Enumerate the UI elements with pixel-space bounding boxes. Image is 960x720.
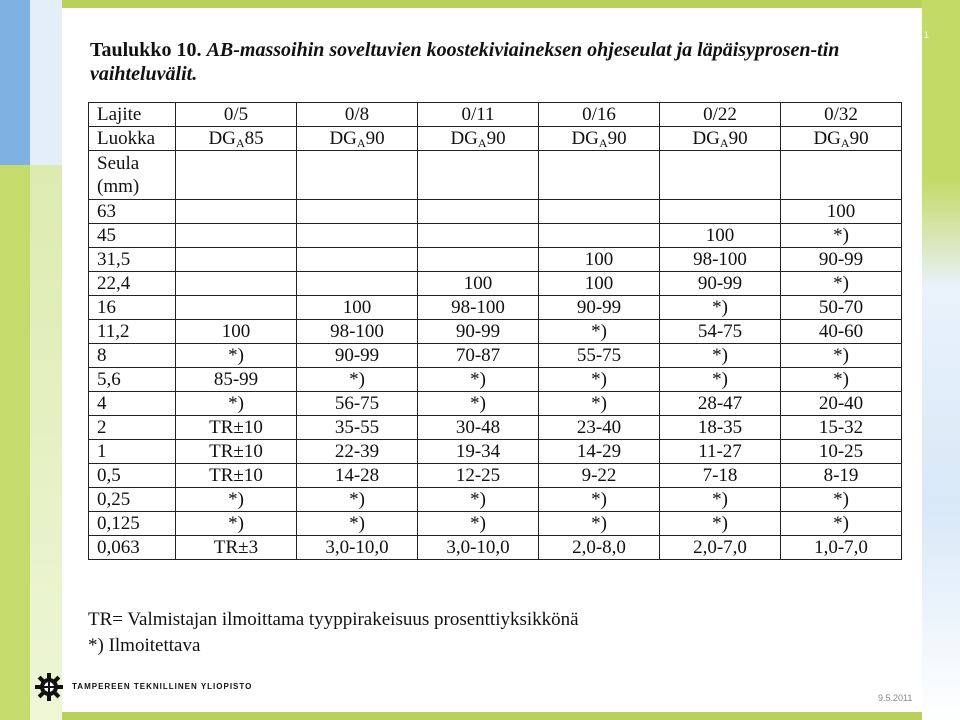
luokka-subscript: A bbox=[477, 136, 487, 150]
passing-range-cell: 98-100 bbox=[660, 248, 781, 272]
luokka-subscript: A bbox=[719, 136, 729, 150]
slide-date: 9.5.2011 bbox=[878, 693, 913, 703]
passing-range-cell: 100 bbox=[539, 272, 660, 296]
passing-range-cell bbox=[539, 200, 660, 224]
passing-range-cell: *) bbox=[781, 224, 902, 248]
table-row bbox=[89, 272, 902, 296]
passing-range-cell: *) bbox=[781, 368, 902, 392]
empty-cell bbox=[539, 151, 660, 200]
luokka-cell bbox=[176, 127, 297, 151]
table-row bbox=[89, 368, 902, 392]
empty-cell bbox=[781, 151, 902, 200]
sieve-size-cell: 1 bbox=[89, 440, 176, 464]
passing-range-cell bbox=[539, 224, 660, 248]
passing-range-cell: *) bbox=[297, 488, 418, 512]
passing-range-cell: 35-55 bbox=[297, 416, 418, 440]
sieve-table bbox=[88, 102, 902, 560]
sieve-size-cell: 16 bbox=[89, 296, 176, 320]
lajite-cell: 0/16 bbox=[539, 103, 660, 127]
passing-range-cell: 2,0-7,0 bbox=[660, 536, 781, 560]
passing-range-cell: 85-99 bbox=[176, 368, 297, 392]
table-row bbox=[89, 392, 902, 416]
passing-range-cell: TR±10 bbox=[176, 440, 297, 464]
table-row bbox=[89, 344, 902, 368]
passing-range-cell: TR±10 bbox=[176, 464, 297, 488]
passing-range-cell: 12-25 bbox=[418, 464, 539, 488]
passing-range-cell: *) bbox=[297, 512, 418, 536]
passing-range-cell: 3,0-10,0 bbox=[418, 536, 539, 560]
passing-range-cell: *) bbox=[781, 512, 902, 536]
sieve-size-cell: 5,6 bbox=[89, 368, 176, 392]
luokka-suffix: 90 bbox=[486, 128, 506, 149]
table-row-lajite bbox=[89, 103, 902, 127]
passing-range-cell: 70-87 bbox=[418, 344, 539, 368]
passing-range-cell: 11-27 bbox=[660, 440, 781, 464]
passing-range-cell: 100 bbox=[781, 200, 902, 224]
passing-range-cell: *) bbox=[176, 344, 297, 368]
passing-range-cell: 100 bbox=[539, 248, 660, 272]
passing-range-cell: 90-99 bbox=[297, 344, 418, 368]
passing-range-cell: *) bbox=[660, 368, 781, 392]
passing-range-cell: 98-100 bbox=[297, 320, 418, 344]
passing-range-cell bbox=[176, 248, 297, 272]
passing-range-cell: *) bbox=[176, 392, 297, 416]
passing-range-cell: *) bbox=[176, 488, 297, 512]
luokka-suffix: 90 bbox=[728, 128, 748, 149]
passing-range-cell: 10-25 bbox=[781, 440, 902, 464]
table-caption bbox=[90, 38, 900, 86]
table-row bbox=[89, 536, 902, 560]
passing-range-cell: 20-40 bbox=[781, 392, 902, 416]
luokka-cell bbox=[660, 127, 781, 151]
sieve-size-cell: 4 bbox=[89, 392, 176, 416]
passing-range-cell: *) bbox=[176, 512, 297, 536]
luokka-suffix: 90 bbox=[607, 128, 627, 149]
passing-range-cell: 28-47 bbox=[660, 392, 781, 416]
sieve-size-cell: 0,25 bbox=[89, 488, 176, 512]
passing-range-cell: 30-48 bbox=[418, 416, 539, 440]
luokka-prefix: DG bbox=[571, 128, 599, 149]
passing-range-cell: *) bbox=[418, 368, 539, 392]
luokka-suffix: 90 bbox=[365, 128, 385, 149]
passing-range-cell: *) bbox=[539, 320, 660, 344]
luokka-subscript: A bbox=[235, 136, 245, 150]
luokka-prefix: DG bbox=[208, 128, 236, 149]
passing-range-cell: *) bbox=[660, 344, 781, 368]
empty-cell bbox=[660, 151, 781, 200]
passing-range-cell: *) bbox=[418, 392, 539, 416]
passing-range-cell: 90-99 bbox=[781, 248, 902, 272]
passing-range-cell bbox=[297, 224, 418, 248]
slide-number: 1 bbox=[924, 30, 930, 40]
luokka-prefix: DG bbox=[692, 128, 720, 149]
passing-range-cell: 8-19 bbox=[781, 464, 902, 488]
table-row bbox=[89, 296, 902, 320]
empty-cell bbox=[176, 151, 297, 200]
passing-range-cell: *) bbox=[418, 512, 539, 536]
luokka-prefix: DG bbox=[813, 128, 841, 149]
passing-range-cell: 55-75 bbox=[539, 344, 660, 368]
luokka-subscript: A bbox=[356, 136, 366, 150]
passing-range-cell: 2,0-8,0 bbox=[539, 536, 660, 560]
passing-range-cell bbox=[297, 248, 418, 272]
passing-range-cell bbox=[176, 296, 297, 320]
passing-range-cell: 90-99 bbox=[418, 320, 539, 344]
passing-range-cell: *) bbox=[539, 512, 660, 536]
lajite-cell: 0/5 bbox=[176, 103, 297, 127]
passing-range-cell: 100 bbox=[418, 272, 539, 296]
slide-accent-light-left bbox=[30, 165, 62, 720]
table-row-luokka bbox=[89, 127, 902, 151]
table-row bbox=[89, 200, 902, 224]
luokka-cell bbox=[781, 127, 902, 151]
luokka-subscript: A bbox=[598, 136, 608, 150]
sieve-size-cell: 11,2 bbox=[89, 320, 176, 344]
passing-range-cell: 100 bbox=[660, 224, 781, 248]
university-name: TAMPEREEN TEKNILLINEN YLIOPISTO bbox=[72, 682, 253, 691]
passing-range-cell bbox=[176, 200, 297, 224]
passing-range-cell bbox=[297, 272, 418, 296]
passing-range-cell bbox=[418, 200, 539, 224]
passing-range-cell: *) bbox=[660, 296, 781, 320]
table-row bbox=[89, 488, 902, 512]
passing-range-cell bbox=[176, 272, 297, 296]
passing-range-cell: 3,0-10,0 bbox=[297, 536, 418, 560]
sieve-size-cell: 2 bbox=[89, 416, 176, 440]
lajite-cell: 0/22 bbox=[660, 103, 781, 127]
passing-range-cell: 56-75 bbox=[297, 392, 418, 416]
slide-accent-pale bbox=[30, 0, 62, 165]
sieve-size-cell: 0,063 bbox=[89, 536, 176, 560]
passing-range-cell: *) bbox=[418, 488, 539, 512]
passing-range-cell: 40-60 bbox=[781, 320, 902, 344]
row-header-luokka: Luokka bbox=[89, 127, 176, 151]
sieve-size-cell: 63 bbox=[89, 200, 176, 224]
sieve-size-cell: 45 bbox=[89, 224, 176, 248]
empty-cell bbox=[297, 151, 418, 200]
table-row bbox=[89, 512, 902, 536]
passing-range-cell: 7-18 bbox=[660, 464, 781, 488]
table-row bbox=[89, 464, 902, 488]
table-row bbox=[89, 416, 902, 440]
passing-range-cell: *) bbox=[781, 488, 902, 512]
passing-range-cell: 100 bbox=[297, 296, 418, 320]
luokka-prefix: DG bbox=[329, 128, 357, 149]
passing-range-cell bbox=[297, 200, 418, 224]
sieve-size-cell: 0,125 bbox=[89, 512, 176, 536]
slide-accent-green-left bbox=[0, 165, 30, 720]
passing-range-cell: 22-39 bbox=[297, 440, 418, 464]
passing-range-cell: *) bbox=[539, 488, 660, 512]
row-header-lajite: Lajite bbox=[89, 103, 176, 127]
passing-range-cell: 18-35 bbox=[660, 416, 781, 440]
passing-range-cell bbox=[660, 200, 781, 224]
sieve-size-cell: 0,5 bbox=[89, 464, 176, 488]
sieve-size-cell: 31,5 bbox=[89, 248, 176, 272]
passing-range-cell: 14-28 bbox=[297, 464, 418, 488]
passing-range-cell: *) bbox=[781, 344, 902, 368]
tut-gear-logo-icon bbox=[34, 672, 64, 702]
note-asterisk: *) Ilmoitettava bbox=[88, 635, 201, 656]
luokka-cell bbox=[418, 127, 539, 151]
passing-range-cell: 90-99 bbox=[660, 272, 781, 296]
passing-range-cell: 90-99 bbox=[539, 296, 660, 320]
lajite-cell: 0/11 bbox=[418, 103, 539, 127]
luokka-cell bbox=[297, 127, 418, 151]
caption-label: Taulukko 10. bbox=[90, 39, 202, 61]
note-tr: TR= Valmistajan ilmoittama tyyppirakeisuus prosenttiyksikkönä bbox=[88, 609, 579, 630]
table-row bbox=[89, 224, 902, 248]
luokka-cell bbox=[539, 127, 660, 151]
lajite-cell: 0/8 bbox=[297, 103, 418, 127]
passing-range-cell: TR±10 bbox=[176, 416, 297, 440]
passing-range-cell: 9-22 bbox=[539, 464, 660, 488]
passing-range-cell: 100 bbox=[176, 320, 297, 344]
passing-range-cell: 14-29 bbox=[539, 440, 660, 464]
passing-range-cell: 1,0-7,0 bbox=[781, 536, 902, 560]
passing-range-cell: *) bbox=[660, 488, 781, 512]
table-row-seula bbox=[89, 151, 902, 200]
passing-range-cell: *) bbox=[297, 368, 418, 392]
table-row bbox=[89, 440, 902, 464]
table-row bbox=[89, 248, 902, 272]
lajite-cell: 0/32 bbox=[781, 103, 902, 127]
sieve-size-cell: 8 bbox=[89, 344, 176, 368]
luokka-prefix: DG bbox=[450, 128, 478, 149]
passing-range-cell: 50-70 bbox=[781, 296, 902, 320]
passing-range-cell: *) bbox=[539, 368, 660, 392]
table-scan-panel bbox=[72, 28, 916, 668]
passing-range-cell: TR±3 bbox=[176, 536, 297, 560]
slide-accent-right bbox=[922, 0, 960, 720]
luokka-subscript: A bbox=[840, 136, 850, 150]
passing-range-cell: 98-100 bbox=[418, 296, 539, 320]
passing-range-cell: *) bbox=[539, 392, 660, 416]
passing-range-cell: 19-34 bbox=[418, 440, 539, 464]
sieve-size-cell: 22,4 bbox=[89, 272, 176, 296]
passing-range-cell: 54-75 bbox=[660, 320, 781, 344]
empty-cell bbox=[418, 151, 539, 200]
caption-text: AB-massoihin soveltuvien koostekiviaineksen ohjeseulat ja läpäisyprosen-tin vaihteluvälit. bbox=[90, 39, 840, 85]
row-header-seula: Seula (mm) bbox=[89, 151, 176, 200]
table-row bbox=[89, 320, 902, 344]
passing-range-cell bbox=[418, 248, 539, 272]
passing-range-cell: *) bbox=[660, 512, 781, 536]
luokka-suffix: 90 bbox=[849, 128, 869, 149]
slide-accent-blue bbox=[0, 0, 30, 165]
passing-range-cell bbox=[418, 224, 539, 248]
passing-range-cell bbox=[176, 224, 297, 248]
passing-range-cell: 15-32 bbox=[781, 416, 902, 440]
passing-range-cell: 23-40 bbox=[539, 416, 660, 440]
passing-range-cell: *) bbox=[781, 272, 902, 296]
luokka-suffix: 85 bbox=[244, 128, 264, 149]
